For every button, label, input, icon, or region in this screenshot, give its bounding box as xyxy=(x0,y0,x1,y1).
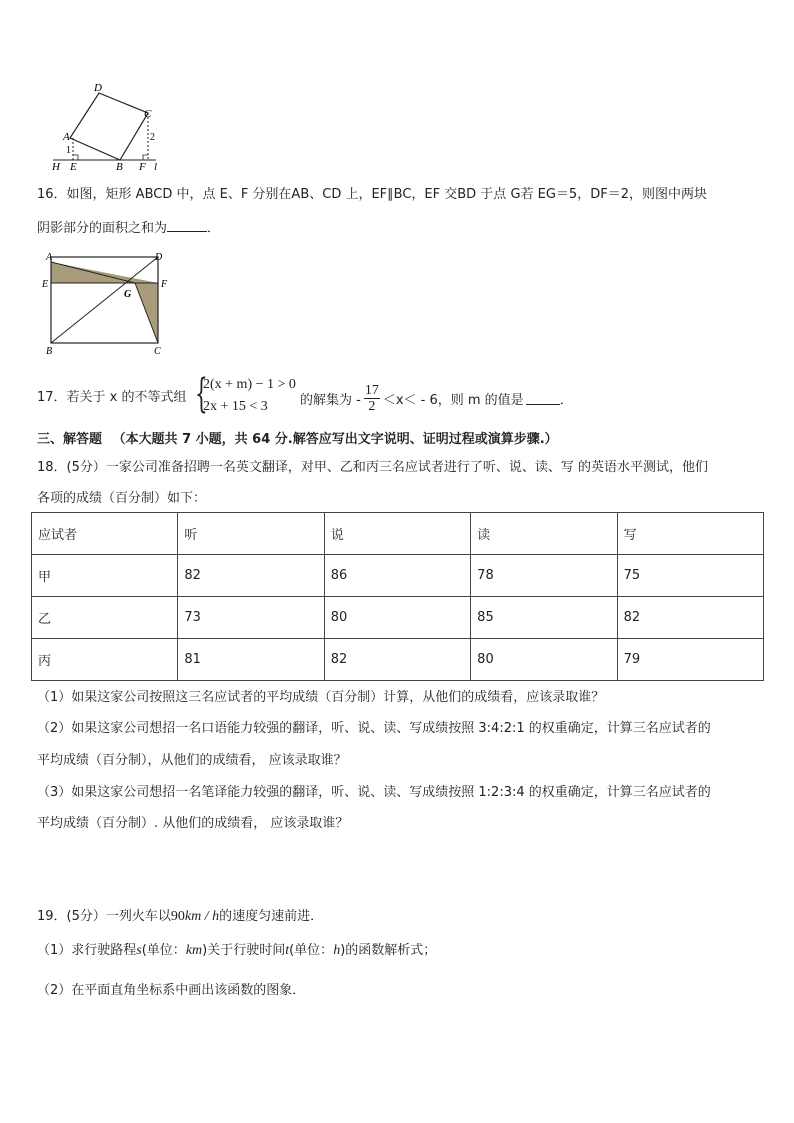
inequality-row-2: 2x + 15 < 3 xyxy=(203,399,268,414)
label-b: B xyxy=(46,346,53,357)
table-row xyxy=(32,555,764,597)
q19-l2-c: (单位： xyxy=(289,943,334,958)
right-angle-f xyxy=(143,155,148,160)
inequality-row-1: 2(x + m) − 1 > 0 xyxy=(203,377,296,392)
label-l: l xyxy=(154,161,158,173)
q19-l1-post: 的速度匀速前进． xyxy=(219,909,324,924)
q18-part3-line2: 平均成绩（百分制）. 从他们的成绩看， 应该录取谁？ xyxy=(37,816,349,831)
q18-part3-line1: （3）如果这家公司想招一名笔译能力较强的翻译，听、说、读、写成绩按照 1:2:3:4 的权重确定，计算三名应试者的 xyxy=(37,785,711,800)
fraction-numerator: 17 xyxy=(364,382,379,398)
q16-line2 xyxy=(37,218,220,238)
q19-l2-pre: （1）求行驶路程 xyxy=(37,943,137,958)
q17-suffix: ＜x＜ - 6，则 m 的值是 xyxy=(382,392,524,408)
q19-l2-a: (单位： xyxy=(141,943,186,958)
table-header-cell: 应试者 xyxy=(32,513,178,555)
label-c: C xyxy=(144,108,152,120)
q19-l2-d: )的函数解析式； xyxy=(340,943,437,958)
q19-l1-pre: 19．(5分）一列火车以 xyxy=(37,909,171,924)
label-d: D xyxy=(94,82,102,94)
q17-solution xyxy=(300,378,573,418)
figure-q15 xyxy=(48,80,173,175)
table-header-cell: 写 xyxy=(617,513,763,555)
q17-prefix: 17．若关于 x 的不等式组 xyxy=(37,390,187,405)
section-3-note: （本大题共 7 小题，共 64 分.解答应写出文字说明、证明过程或演算步骤.） xyxy=(112,432,558,447)
inequality-system xyxy=(195,371,296,418)
table-row xyxy=(32,597,764,639)
table-cell: 82 xyxy=(617,597,763,639)
q16-line2-text: 阴影部分的面积之和为 xyxy=(37,221,168,236)
unit-h: h xyxy=(333,943,341,958)
table-cell: 82 xyxy=(324,639,470,681)
var-t: t xyxy=(285,943,290,958)
table-header-cell: 读 xyxy=(471,513,617,555)
label-d: D xyxy=(155,252,163,263)
label-g: G xyxy=(124,289,132,300)
table-cell: 79 xyxy=(617,639,763,681)
q16-line2-end: ． xyxy=(207,221,221,236)
q18-part2-line2: 平均成绩（百分制），从他们的成绩看， 应该录取谁？ xyxy=(37,753,347,768)
table-header-row xyxy=(32,513,764,555)
q18-part2-line1: （2）如果这家公司想招一名口语能力较强的翻译，听、说、读、写成绩按照 3:4:2:1 的权重确定，计算三名应试者的 xyxy=(37,721,711,736)
label-1: 1 xyxy=(66,145,71,156)
speed-unit: km / h xyxy=(184,909,220,924)
table-cell: 81 xyxy=(178,639,324,681)
q17-mid: 的解集为 - xyxy=(300,392,361,408)
q18-part1: （1）如果这家公司按照这三名应试者的平均成绩（百分制）计算，从他们的成绩看，应该录取谁？ xyxy=(37,690,605,705)
label-f: F xyxy=(161,279,168,290)
table-cell: 甲 xyxy=(32,555,178,597)
q19-line2 xyxy=(37,942,436,960)
table-cell: 73 xyxy=(178,597,324,639)
unit-km: km xyxy=(185,943,203,958)
section-3-heading xyxy=(37,431,558,449)
table-cell: 86 xyxy=(324,555,470,597)
table-row xyxy=(32,639,764,681)
q18-line2: 各项的成绩（百分制）如下： xyxy=(37,491,207,506)
q19-line1 xyxy=(37,908,323,926)
table-cell: 78 xyxy=(471,555,617,597)
q16-answer-blank xyxy=(167,218,207,232)
label-b: B xyxy=(116,161,123,173)
label-a: A xyxy=(46,252,53,263)
fraction-denominator: 2 xyxy=(368,398,376,414)
label-h: H xyxy=(52,161,60,173)
table-header-cell: 说 xyxy=(324,513,470,555)
q18-line1: 18．(5分）一家公司准备招聘一名英文翻译，对甲、乙和丙三名应试者进行了听、说、读、写 的英语水平测试，他们 xyxy=(37,460,709,475)
speed-value: 90 xyxy=(170,909,185,924)
label-e: E xyxy=(70,161,77,173)
table-cell: 75 xyxy=(617,555,763,597)
section-3-title: 三、解答题 xyxy=(37,432,103,447)
table-cell: 乙 xyxy=(32,597,178,639)
table-cell: 丙 xyxy=(32,639,178,681)
label-2: 2 xyxy=(150,132,155,143)
right-angle-e xyxy=(73,155,78,160)
table-header-cell: 听 xyxy=(178,513,324,555)
label-f: F xyxy=(139,161,146,173)
label-c: C xyxy=(154,346,161,357)
label-a: A xyxy=(63,131,70,143)
table-cell: 80 xyxy=(324,597,470,639)
q17-end: ． xyxy=(559,392,573,408)
var-s: s xyxy=(136,943,142,958)
table-cell: 82 xyxy=(178,555,324,597)
brace-symbol: { xyxy=(195,371,208,417)
q19-l2-b: )关于行驶时间 xyxy=(202,943,286,958)
table-cell: 85 xyxy=(471,597,617,639)
table-cell: 80 xyxy=(471,639,617,681)
fraction-17-over-2 xyxy=(364,383,380,414)
figure-q16 xyxy=(38,248,178,360)
q19-line3: （2）在平面直角坐标系中画出该函数的图象． xyxy=(37,983,306,998)
scores-table xyxy=(31,512,764,681)
square-abcd xyxy=(70,93,148,160)
q16-line1: 16．如图，矩形 ABCD 中，点 E、F 分别在AB、CD 上，EF∥BC，EF 交BD 于点 G若 EG＝5，DF＝2，则图中两块 xyxy=(37,187,707,202)
label-e: E xyxy=(42,279,49,290)
q17-answer-blank xyxy=(526,391,560,405)
shaded-region-top xyxy=(51,262,158,283)
